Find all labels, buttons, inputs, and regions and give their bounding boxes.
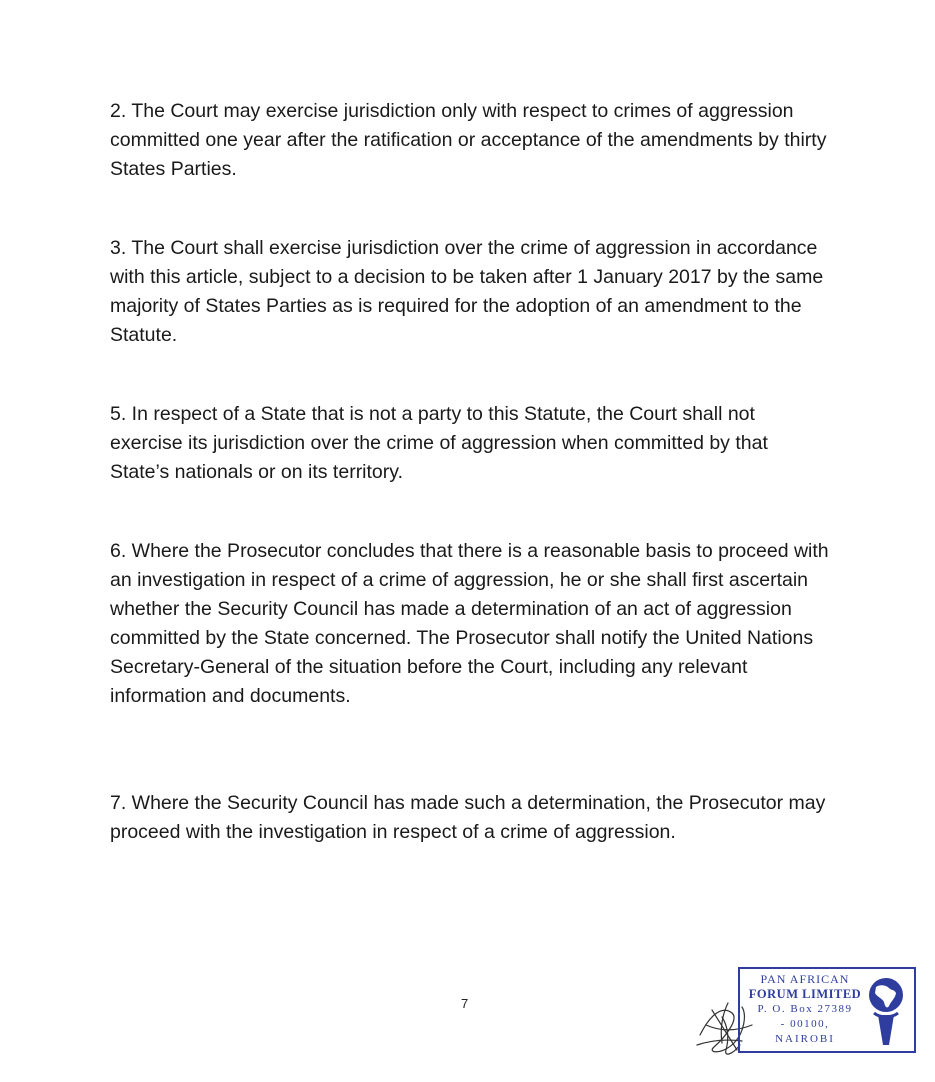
paragraph-2: 2. The Court may exercise jurisdiction only with respect to crimes of aggression committed one year after the ratification or acceptance of the amendments by thirty States Parties. [110,100,827,180]
paragraph-6: 6. Where the Prosecutor concludes that there is a reasonable basis to proceed with an investigation in respect of a crime of aggression, he or she shall first ascertain whether the Security Council has made a determination of an act of aggression committed by the State concerned. The Prosecutor shall notify the United Nations Secretary-General of the situation before the Court, including any relevant information and documents. [110,540,829,707]
stamp-text [744,972,866,1047]
paragraph-7: 7. Where the Security Council has made such a determination, the Prosecutor may proceed with the investigation in respect of a crime of aggression. [110,792,826,843]
organisation-stamp [738,967,916,1053]
stamp-line-4: - 00100, [780,1018,830,1030]
page-number: 7 [461,996,469,1011]
paragraph-5: 5. In respect of a State that is not a party to this Statute, the Court shall not exercise its jurisdiction over the crime of aggression when committed by that State’s nationals or on its territory. [110,403,768,483]
africa-globe-torch-icon [862,975,910,1049]
stamp-line-5: NAIROBI [775,1033,835,1045]
stamp-line-3: P. O. Box 27389 [757,1003,853,1015]
paragraph-3: 3. The Court shall exercise jurisdiction over the crime of aggression in accordance with this article, subject to a decision to be taken after 1 January 2017 by the same majority of States Parties as is required for the adoption of an amendment to the Statute. [110,237,824,346]
stamp-line-1: PAN AFRICAN [760,972,850,986]
stamp-line-2: FORUM LIMITED [748,987,862,1001]
